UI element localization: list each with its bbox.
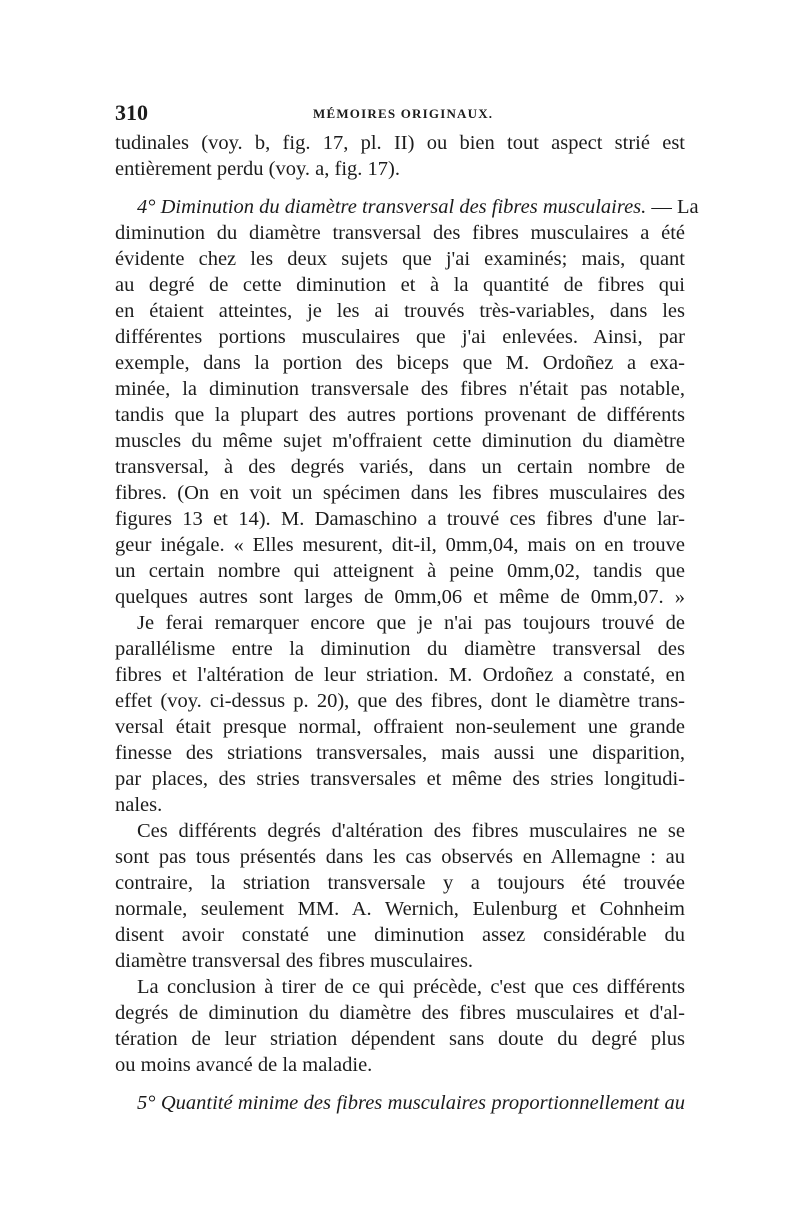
text-line: exemple, dans la portion des biceps que M. Ordoñez a exa-: [115, 352, 685, 374]
text-line: fibres et l'altération de leur striation. M. Ordoñez a constaté, en: [115, 664, 685, 686]
text-line: entièrement perdu (voy. a, fig. 17).: [115, 158, 400, 180]
text-line: un certain nombre qui atteignent à peine 0mm,02, tandis que: [115, 560, 685, 582]
text-line: sont pas tous présentés dans les cas observés en Allemagne : au: [115, 846, 685, 868]
text-line: tandis que la plupart des autres portions provenant de différents: [115, 404, 685, 426]
text-line: normale, seulement MM. A. Wernich, Eulenburg et Cohnheim: [115, 898, 685, 920]
running-head: MÉMOIRES ORIGINAUX.: [313, 106, 494, 121]
page-header: [115, 100, 685, 130]
text-line: degrés de diminution du diamètre des fibres musculaires et d'al-: [115, 1002, 685, 1024]
text-line: différentes portions musculaires que j'ai enlevées. Ainsi, par: [115, 326, 685, 348]
text-line: minée, la diminution transversale des fibres n'était pas notable,: [115, 378, 685, 400]
text-line: disent avoir constaté une diminution assez considérable du: [115, 924, 685, 946]
text-line: diamètre transversal des fibres musculaires.: [115, 950, 474, 972]
text-line: finesse des striations transversales, mais aussi une disparition,: [115, 742, 685, 764]
text-line: par places, des stries transversales et même des stries longitudi-: [115, 768, 685, 790]
body-text: [115, 130, 699, 1116]
text-line: contraire, la striation transversale y a toujours été trouvée: [115, 872, 685, 894]
section-heading: 5° Quantité minime des fibres musculaires proportionnellement au: [137, 1092, 685, 1114]
section-heading-line: [115, 194, 699, 220]
text-line: La conclusion à tirer de ce qui précède, c'est que ces différents: [137, 976, 685, 998]
text-fragment: — La: [646, 196, 699, 218]
text-line: tudinales (voy. b, fig. 17, pl. II) ou bien tout aspect strié est: [115, 132, 685, 154]
section-heading-line: [115, 1090, 685, 1116]
text-line: muscles du même sujet m'offraient cette diminution du diamètre: [115, 430, 685, 452]
text-line: versal était presque normal, offraient non-seulement une grande: [115, 716, 685, 738]
text-line: Je ferai remarquer encore que je n'ai pas toujours trouvé de: [137, 612, 685, 634]
section-heading: 4° Diminution du diamètre transversal des fibres musculaires.: [137, 196, 647, 218]
text-line: quelques autres sont larges de 0mm,06 et même de 0mm,07. »: [115, 586, 685, 608]
text-line: en étaient atteintes, je les ai trouvés très-variables, dans les: [115, 300, 685, 322]
text-line: parallélisme entre la diminution du diamètre transversal des: [115, 638, 685, 660]
text-line: nales.: [115, 794, 163, 816]
text-line: fibres. (On en voit un spécimen dans les fibres musculaires des: [115, 482, 685, 504]
text-line: au degré de cette diminution et à la quantité de fibres qui: [115, 274, 685, 296]
text-line: geur inégale. « Elles mesurent, dit-il, 0mm,04, mais on en trouve: [115, 534, 685, 556]
text-line: Ces différents degrés d'altération des fibres musculaires ne se: [137, 820, 685, 842]
text-line: tération de leur striation dépendent sans doute du degré plus: [115, 1028, 685, 1050]
text-line: effet (voy. ci-dessus p. 20), que des fibres, dont le diamètre trans-: [115, 690, 685, 712]
text-line: transversal, à des degrés variés, dans un certain nombre de: [115, 456, 685, 478]
text-line: ou moins avancé de la maladie.: [115, 1054, 373, 1076]
page-number: 310: [115, 100, 148, 125]
text-line: figures 13 et 14). M. Damaschino a trouvé ces fibres d'une lar-: [115, 508, 685, 530]
text-line: diminution du diamètre transversal des fibres musculaires a été: [115, 222, 685, 244]
text-line: évidente chez les deux sujets que j'ai examinés; mais, quant: [115, 248, 685, 270]
